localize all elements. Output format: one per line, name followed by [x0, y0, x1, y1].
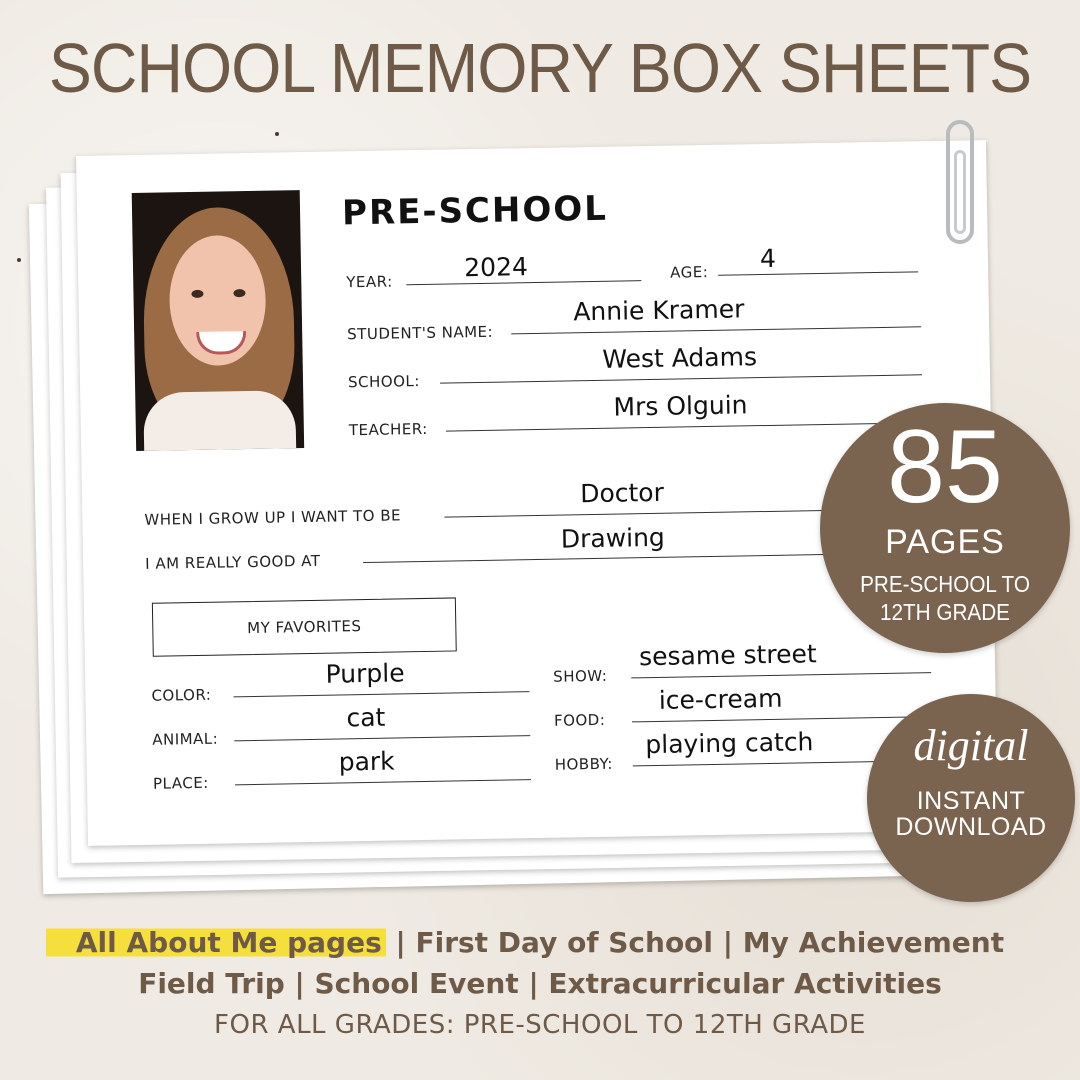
pages-count-badge [820, 403, 1070, 653]
features-line-1 [0, 926, 1080, 959]
year-value: 2024 [463, 252, 529, 283]
hobby-label: HOBBY: [554, 754, 613, 774]
highlighted-feature: All About Me pages [46, 926, 386, 959]
pages-number: 85 [887, 409, 1003, 525]
animal-value: cat [346, 702, 386, 733]
food-value: ice-cream [658, 683, 783, 715]
teacher-value: Mrs Olguin [613, 390, 748, 422]
student-name-label: STUDENT'S NAME: [347, 322, 494, 344]
grades-tagline: FOR ALL GRADES: PRE-SCHOOL TO 12TH GRADE [214, 1010, 866, 1040]
animal-line [234, 735, 530, 741]
show-label: SHOW: [553, 666, 608, 686]
color-label: COLOR: [151, 685, 212, 705]
instant-download [867, 788, 1075, 841]
teacher-label: TEACHER: [348, 419, 428, 440]
banner-title: SCHOOL MEMORY BOX SHEETS [48, 29, 1032, 107]
grow-up-label: WHEN I GROW UP I WANT TO BE [144, 506, 402, 529]
download-badge [867, 694, 1075, 902]
show-value: sesame street [638, 639, 817, 672]
school-label: SCHOOL: [347, 372, 420, 392]
grow-up-line [444, 510, 824, 518]
pages-range [833, 571, 1058, 626]
animal-label: ANIMAL: [152, 729, 219, 749]
color-value: Purple [325, 658, 405, 689]
hobby-value: playing catch [645, 727, 814, 760]
good-at-label: I AM REALLY GOOD AT [145, 551, 321, 573]
instant-text: INSTANT [916, 787, 1026, 815]
paperclip-inner-icon [954, 150, 966, 234]
speck [275, 132, 279, 136]
pages-label: PAGES [885, 523, 1005, 561]
pages-range-line2: 12TH GRADE [880, 598, 1010, 625]
food-label: FOOD: [553, 710, 606, 730]
pages-range-line1: PRE-SCHOOL TO [860, 571, 1030, 597]
student-name-line [511, 326, 921, 334]
year-label: YEAR: [346, 272, 393, 292]
favorites-title: MY FAVORITES [247, 617, 362, 638]
place-value: park [338, 746, 395, 777]
features-line-1-rest: | First Day of School | My Achievement [385, 926, 1005, 959]
place-line [235, 779, 531, 785]
show-line [631, 672, 931, 678]
grow-up-value: Doctor [579, 477, 665, 509]
speck [17, 258, 21, 262]
student-name-value: Annie Kramer [573, 294, 745, 327]
place-label: PLACE: [152, 773, 209, 793]
digital-script: digital [913, 721, 1029, 770]
age-value: 4 [759, 243, 777, 274]
school-value: West Adams [602, 342, 758, 374]
color-line [234, 691, 530, 697]
good-at-line [363, 554, 825, 563]
download-text: DOWNLOAD [895, 813, 1047, 842]
student-photo [132, 190, 304, 451]
photo-sweater [143, 390, 296, 451]
age-label: AGE: [670, 262, 709, 282]
favorites-box [152, 597, 457, 656]
features-line-2: Field Trip | School Event | Extracurricular Activities [138, 967, 942, 1000]
school-line [440, 374, 922, 383]
good-at-value: Drawing [560, 522, 666, 554]
sheet-heading: PRE-SCHOOL [341, 188, 609, 234]
